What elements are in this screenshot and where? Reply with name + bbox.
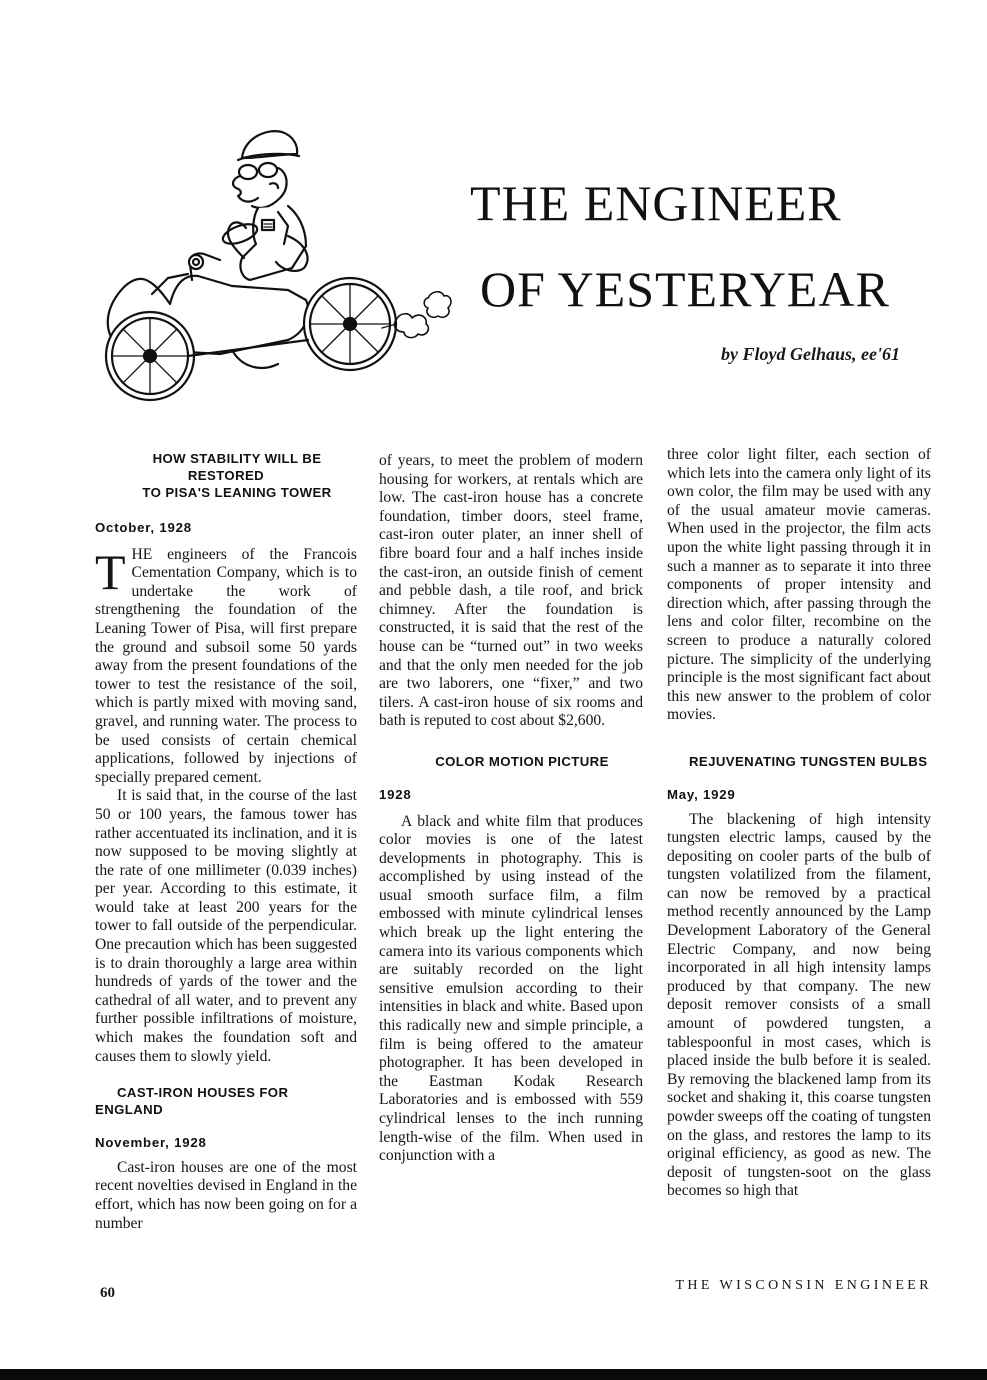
cast-iron-paragraph-part-2: of years, to meet the problem of modern housing for workers, at rentals which are low. The cast-iron house has a concrete foundation, timber doors, steel frame, cast-iron outer plater, an inner shell of fibre board four and a half inches inside the cast-iron, an outside finish of cement and pebble dash, a tile roof, and brick chimney. After the foundation is constructed, it is said that the rest of the house can be “turned out” in two weeks and that the only men needed for the job are two laborers, one “fixer,” and two tilers. A cast-iron house of six rooms and bath is reputed to cost about $2,600. <box>379 452 643 730</box>
column-1 <box>95 450 357 1233</box>
cast-iron-heading: CAST-IRON HOUSES FOR ENGLAND <box>95 1085 289 1118</box>
tungsten-paragraph: The blackening of high intensity tungsten electric lamps, caused by the depositing on cooler parts of the bulb of tungsten volatilized from the filament, can now be removed by a practical method recently announced by the Lamp Development Laboratory of the General Electric Company, and now being incorporated in all high intensity lamps produced by that company. The new deposit remover consists of a small amount of powdered tungsten, a tablespoonful in most cases, which is placed inside the bulb before it is sealed. By removing the blackened lamp from its socket and shaking it, this coarse tungsten powder sweeps off the coating of tungsten on the glass, and restores the lamp to its original efficiency, as good as new. The deposit of tungsten-soot on the glass becomes so high that <box>667 810 931 1200</box>
pisa-date: October, 1928 <box>95 520 192 535</box>
byline: by Floyd Gelhaus, ee'61 <box>721 344 900 364</box>
cast-iron-paragraph-part-1: Cast-iron houses are one of the most recent novelties devised in England in the effort, which has now been going on for a number <box>95 1158 357 1232</box>
column-2 <box>379 452 643 1166</box>
pisa-dropcap: T <box>95 543 126 600</box>
column-3 <box>667 446 931 1201</box>
title-line-1: THE ENGINEER <box>470 175 842 231</box>
pisa-heading-line-2: TO PISA'S LEANING TOWER <box>142 485 332 500</box>
cast-iron-date: November, 1928 <box>95 1135 207 1151</box>
article-title <box>470 160 930 332</box>
color-motion-date: 1928 <box>379 786 412 802</box>
pisa-paragraph-1-text: HE engineers of the Francois Cementation Company, which is to undertake the work of strengthening the foundation of the Leaning Tower of Pisa, will first prepare the ground and subsoil some 50 yards away from the present foundations of the tower to test the resistance of the soil, which is partly mixed with moving sand, gravel, and running water. The process to be used consists of certain chemical applications, followed by injections of specially prepared cement. <box>95 545 357 786</box>
color-motion-paragraph-part-1: A black and white film that produces color movies is one of the latest developments in photography. This is accomplished by using instead of the usual smooth surface film, a film embossed with minute cylindrical lenses which break up the light entering the camera into its various components which are suitably recorded on the light sensitive emulsion according to their intensities in black and white. Based upon this radically new and simple principle, a film is being offered to the amateur photographer. It has been developed in the Eastman Kodak Research Laboratories and is embossed with 559 cylindrical lenses to the inch running length-wise of the film. When used in conjunction with a <box>379 812 643 1165</box>
tungsten-heading: REJUVENATING TUNGSTEN BULBS <box>689 753 928 769</box>
color-motion-paragraph-part-2: three color light filter, each section of which lets into the camera only light of its own color, the film may be used with any of the usual amateur movie cameras. When used in the projector, the film acts upon the white light passing through it in such a manner as to separate it into three components of proper intensity and direction which, after passing through the lens and color filter, recombine on the screen to produce a naturally colored picture. The simplicity of the underlying principle is the most significant fact about this new answer to the problem of color movies. <box>667 446 931 724</box>
cartoon-engineer-car-icon <box>92 118 462 418</box>
publication-name: THE WISCONSIN ENGINEER <box>675 1278 932 1293</box>
pisa-paragraph-2: It is said that, in the course of the last 50 or 100 years, the famous tower has rather accentuated its inclination, and it is now supposed to be moving slightly at the rate of one millimeter (0.039 inches) per year. According to this estimate, it would take at least 200 years for the tower to fall outside of the perpendicular. One precaution which has been suggested is to drain thoroughly a large area within hundreds of yards of the tower and the cathedral of all water, and to prevent any further possible infiltrations of moisture, which makes the foundation soft and causes them to slowly yield. <box>95 787 357 1065</box>
page-number: 60 <box>100 1285 115 1301</box>
title-line-2: OF YESTERYEAR <box>480 261 890 317</box>
pisa-paragraph-1 <box>95 543 357 788</box>
pisa-heading-line-1: HOW STABILITY WILL BE RESTORED <box>152 451 322 483</box>
color-motion-heading: COLOR MOTION PICTURE <box>435 753 609 769</box>
scan-edge-bar <box>0 1369 987 1380</box>
tungsten-date: May, 1929 <box>667 786 736 802</box>
